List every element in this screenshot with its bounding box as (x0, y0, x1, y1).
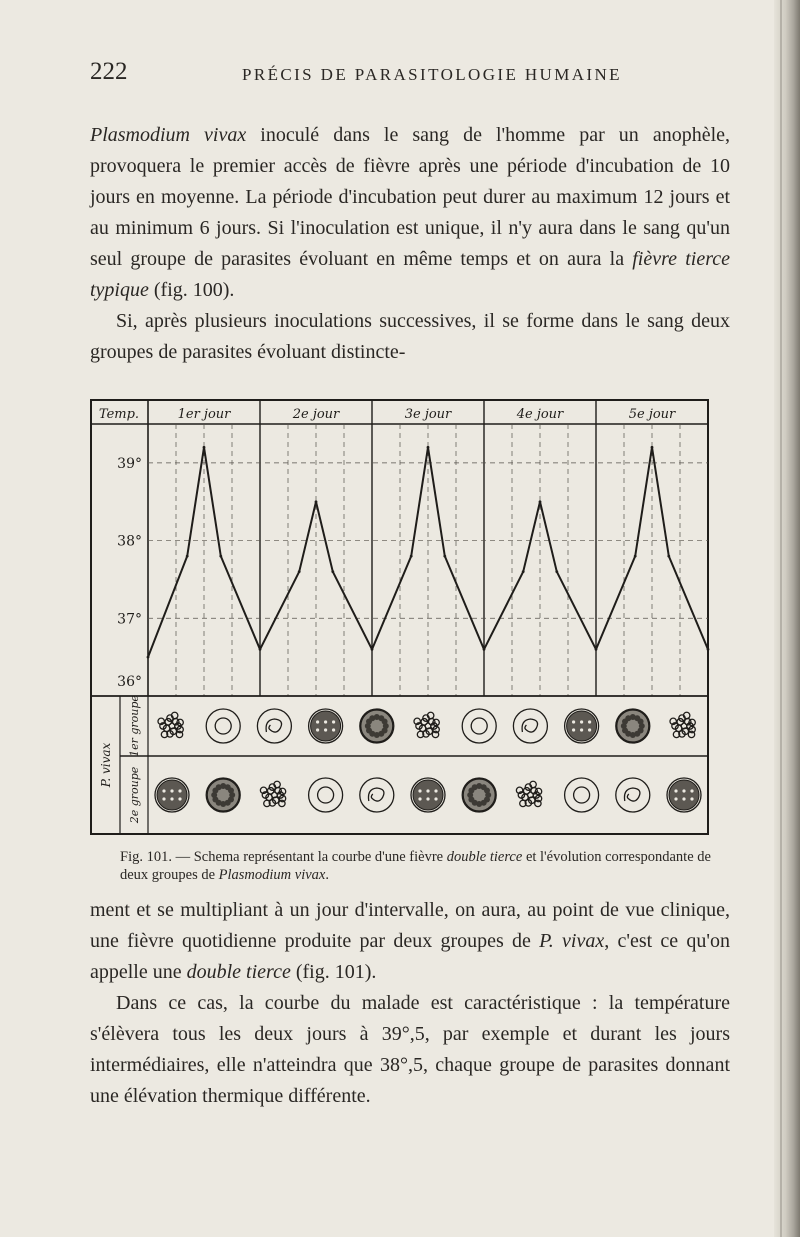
parasite-anneau (565, 778, 599, 812)
figure-frame (91, 400, 708, 834)
fever-chart (90, 396, 710, 836)
caption-text: Fig. 101. — Schema représentant la courbe d'une fièvre (120, 849, 447, 865)
red-cell-outline (206, 709, 240, 743)
bottom-paragraph (90, 895, 730, 988)
trophozoite-form (266, 719, 281, 732)
pigment-grain (572, 720, 575, 723)
parasite-trophozoïte-agé (667, 778, 701, 812)
parasite-trophozoïte (513, 709, 547, 743)
parasite-trophozoïte-agé (565, 709, 599, 743)
pigment-grain (674, 797, 677, 800)
temperature-label: 36° (117, 674, 142, 690)
pigment-grain (418, 797, 421, 800)
red-cell-outline (462, 709, 496, 743)
text-run: inoculé dans le sang de l'homme par un anophèle, provoquera le premier accès de fièvre après une période d'incubation de 10 jours en moyenne. La période d'incubation peut durer au maximum 12 jours et au minimum 6 jours. Si l'inoculation est unique, il n'y aura dans le sang qu'un seul groupe de parasites évoluant en même temps et on aura la (90, 124, 731, 270)
pigment-grain (690, 789, 693, 792)
mature-body (157, 780, 187, 810)
parasite-schizonte (360, 709, 394, 743)
bottom-paragraph (90, 988, 730, 1112)
caption-italic: Plasmodium vivax (218, 867, 326, 883)
trophozoite-form (368, 788, 383, 801)
ring-form (471, 718, 487, 734)
ring-form (574, 787, 590, 803)
header-day-label: 5e jour (628, 407, 676, 422)
top-paragraph (90, 306, 730, 368)
pigment-grain (426, 789, 429, 792)
parasite-trophozoïte (616, 778, 650, 812)
trophozoite-form (624, 788, 639, 801)
text-run: Dans ce cas, la courbe du malade est caractéristique : la température s'élèvera tous les deux jours à 39°,5, par exemple et durant les jours intermédiaires, elle n'atteindra que 38°,5, chaque groupe de parasites donnant une élévation thermique différente. (90, 992, 730, 1107)
red-cell-outline (616, 778, 650, 812)
pigment-grain (580, 720, 583, 723)
pigment-grain (426, 797, 429, 800)
mature-body (311, 711, 341, 741)
pigment-grain (162, 797, 165, 800)
running-title: PRÉCIS DE PARASITOLOGIE HUMAINE (242, 65, 622, 84)
trophozoite-form (522, 719, 537, 732)
pigment-grain (580, 728, 583, 731)
pigment-grain (178, 789, 181, 792)
text-run: Si, après plusieurs inoculations successives, il se forme dans le sang deux groupes de parasites évoluant distincte- (90, 310, 730, 363)
pigment-grain (170, 789, 173, 792)
parasite-trophozoïte (360, 778, 394, 812)
parasite-schizonte (462, 778, 496, 812)
mature-body (567, 711, 597, 741)
header-day-label: 2e jour (292, 407, 340, 422)
pigment-grain (682, 797, 685, 800)
parasite-rosace (158, 712, 183, 737)
parasite-rosace (260, 781, 285, 806)
pigment-grain (178, 797, 181, 800)
chart-grid (91, 400, 708, 834)
text-run: ment et se multipliant à un jour d'intervalle, on aura, au point de vue clinique, une fièvre quotidienne produite par deux groupes de (90, 899, 730, 952)
pigment-grain (332, 728, 335, 731)
parasite-anneau (206, 709, 240, 743)
text-run: , c'est ce qu'on appelle une (90, 930, 730, 983)
pigment-grain (418, 789, 421, 792)
parasite-trophozoïte (257, 709, 291, 743)
pigment-grain (588, 720, 591, 723)
figure-caption (120, 848, 720, 884)
red-cell-outline (513, 709, 547, 743)
page-header (90, 58, 730, 88)
header-day-label: 1er jour (177, 407, 231, 422)
temperature-label: 38° (117, 533, 142, 550)
caption-text: et l'évolution correspondante de deux groupes de (120, 849, 711, 883)
red-cell-outline (565, 778, 599, 812)
header-day-label: 3e jour (404, 407, 452, 422)
red-cell-outline (257, 709, 291, 743)
red-cell-outline (360, 778, 394, 812)
ring-form (318, 787, 334, 803)
pigment-grain (682, 789, 685, 792)
page-edge-line (780, 0, 782, 1237)
group-1-label: 1er groupe (128, 695, 141, 757)
body-text-bottom (90, 895, 730, 1112)
top-paragraph (90, 120, 730, 306)
temperature-label: 39° (117, 455, 142, 472)
parasite-trophozoïte-agé (309, 709, 343, 743)
temperature-label: 37° (117, 611, 142, 628)
red-cell-outline (309, 778, 343, 812)
italic-run: double tierce (186, 961, 291, 983)
pigment-grain (324, 728, 327, 731)
species-label: P. vivax (99, 742, 113, 788)
nucleus-segment (228, 788, 234, 794)
figure-101 (90, 396, 710, 841)
parasite-rosace (414, 712, 439, 737)
header-day-label: 4e jour (516, 407, 564, 422)
pigment-grain (316, 728, 319, 731)
nucleus-segment (484, 788, 490, 794)
nucleus-segment (638, 719, 644, 725)
temperature-axis (117, 446, 709, 690)
pigment-grain (434, 797, 437, 800)
pigment-grain (170, 797, 173, 800)
mature-body (669, 780, 699, 810)
chart-header-row (99, 407, 676, 422)
header-temp-label: Temp. (98, 407, 140, 422)
pigment-grain (324, 720, 327, 723)
body-text-top (90, 120, 730, 368)
parasite-rosace (670, 712, 695, 737)
caption-italic: double tierce (446, 849, 523, 865)
text-run: (fig. 101). (290, 961, 377, 983)
nucleus-segment (382, 719, 388, 725)
pigment-grain (332, 720, 335, 723)
pigment-grain (690, 797, 693, 800)
parasite-anneau (309, 778, 343, 812)
italic-run: P. vivax (539, 930, 605, 952)
ring-form (215, 718, 231, 734)
pigment-grain (588, 728, 591, 731)
text-run: (fig. 100). (148, 279, 235, 301)
italic-run: Plasmodium vivax (90, 124, 247, 146)
parasite-trophozoïte-agé (411, 778, 445, 812)
pigment-grain (316, 720, 319, 723)
italic-run: fièvre tierce typique (90, 248, 730, 301)
mature-body (413, 780, 443, 810)
pigment-grain (434, 789, 437, 792)
parasite-schizonte (206, 778, 240, 812)
page-number: 222 (90, 58, 128, 85)
group-2-label: 2e groupe (128, 766, 141, 824)
page-edge-shadow (774, 0, 800, 1237)
caption-text: . (325, 867, 329, 883)
parasite-anneau (462, 709, 496, 743)
pigment-grain (674, 789, 677, 792)
parasite-trophozoïte-agé (155, 778, 189, 812)
pigment-grain (162, 789, 165, 792)
pigment-grain (572, 728, 575, 731)
parasite-schizonte (616, 709, 650, 743)
parasite-rows (99, 695, 701, 825)
parasite-rosace (516, 781, 541, 806)
